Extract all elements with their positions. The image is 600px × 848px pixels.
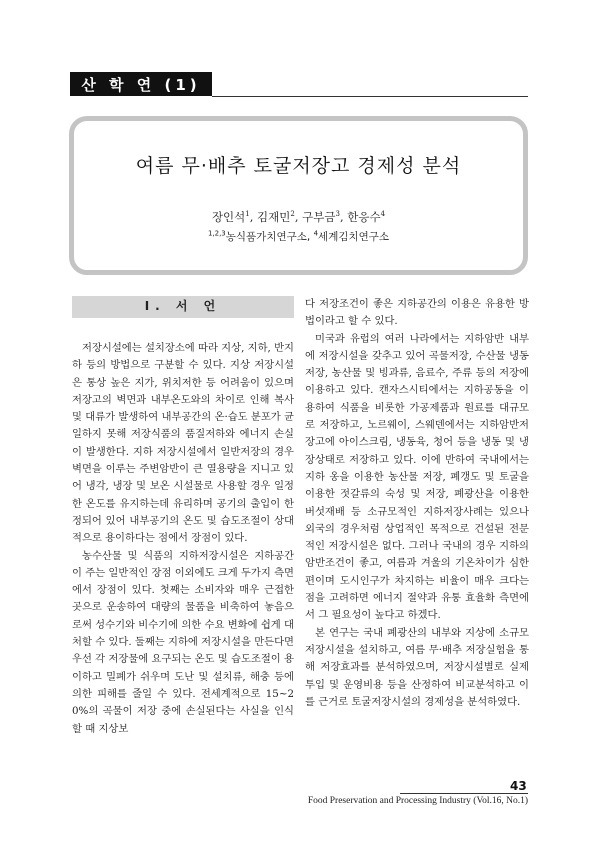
footer-rule — [400, 793, 528, 794]
affiliation-sup: 1,2,3 — [207, 229, 226, 238]
author-separator: , — [249, 210, 258, 224]
body-paragraph: 다 저장조건이 좋은 지하공간의 이용은 유용한 방법이라고 할 수 있다. — [305, 298, 529, 328]
body-paragraph: 본 연구는 국내 폐광산의 내부와 지상에 소규모 저장시설을 설치하고, 여름 무·배추 저장실험을 통해 저장효과를 분석하였으며, 저장시설별로 실제 투입 및 운영비용 등을 산정하여 비교분석하고 이를 근거로 토굴저장시설의 경제성을 분석하였다. — [305, 626, 529, 708]
affiliation-org: 세계김치연구소 — [318, 231, 390, 243]
author-separator: , — [294, 210, 303, 224]
affiliation-org: 농식품가치연구소, — [225, 231, 314, 243]
journal-footer: Food Preservation and Processing Industry (Vol.16, No.1) — [307, 796, 528, 806]
author-list — [74, 209, 523, 225]
section-heading: Ⅰ. 서 언 — [72, 296, 294, 318]
article-title: 여름 무·배추 토굴저장고 경제성 분석 — [135, 155, 462, 177]
author-sup: 1 — [245, 210, 250, 219]
section-tag: 산 학 연 (1) — [70, 72, 212, 96]
page-number: 43 — [510, 779, 527, 793]
author-name: 구부금 — [302, 210, 336, 224]
body-paragraph: 저장시설에는 설치장소에 따라 지상, 지하, 반지하 등의 방법으로 구분할 수 있다. 지상 저장시설은 통상 높은 지가, 위치저한 등 어려움이 있으며 저장고의 벽면과 내부온도와의 차이로 인해 복사 및 대류가 발생하여 내부공간의 온·습도 분포가 균일하지 못해 저장식품의 품질저하와 에너지 손실이 발생한다. 지하 저장시설에서 일반저장의 경우 벽면을 이루는 주변암반이 큰 열용량을 지니고 있어 냉각, 냉장 및 보온 시설물로 사용할 경우 일정한 온도를 유지하는데 유리하며 공기의 출입이 한정되어 있어 내부공기의 온도 및 습도조절이 상대적으로 용이하다는 점에서 장점이 있다. — [72, 342, 294, 545]
right-column — [305, 296, 529, 711]
author-sup: 4 — [380, 210, 386, 219]
author-name: 김재민 — [257, 210, 291, 224]
title-box — [69, 116, 528, 275]
author-name: 장인석 — [211, 210, 246, 224]
author-name: 한응수 — [347, 210, 381, 224]
author-sup: 3 — [335, 210, 340, 219]
left-column — [72, 296, 294, 738]
section-tag-rule — [212, 96, 528, 97]
body-paragraph: 미국과 유럽의 여러 나라에서는 지하암반 내부에 저장시설을 갖추고 있어 곡물저장, 수산물 냉동저장, 농산물 및 빙과류, 음료수, 주류 등의 저장에 이용하고 있다. 캔자스시티에서는 지하공동을 이용하여 식품을 비롯한 가공제품과 원료를 대규모로 저장하고, 노르웨이, 스웨덴에서는 지하암반저장고에 아이스크림, 냉동육, 청어 등을 냉동 및 냉장상태로 저장하고 있다. 이에 반하여 국내에서는 지하 옹을 이용한 농산물 저장, 폐갱도 및 토굴을 이용한 젓갈류의 숙성 및 저장, 폐광산을 이용한 버섯재배 등 소규모적인 지하저장사례는 있으나 외국의 경우처럼 상업적인 목적으로 건설된 전문적인 저장시설은 없다. 그러나 국내의 경우 지하의 암반조건이 좋고, 여름과 겨울의 기온차이가 심한 편이며 도시인구가 차지하는 비율이 매우 크다는 점을 고려하면 에너지 절약과 유통 효율화 측면에서 그 필요성이 높다고 하겠다. — [305, 332, 529, 622]
body-paragraph: 농수산물 및 식품의 지하저장시설은 지하공간이 주는 일반적인 장점 이외에도 크게 두가지 측면에서 장점이 있다. 첫째는 소비자와 매우 근접한 곳으로 운송하여 대량의 물품을 비축하여 놓음으로써 성수기와 비수기에 의한 수요 변화에 쉽게 대처할 수 있다. 둘째는 지하에 저장시설을 만든다면 우선 각 저장물에 요구되는 온도 및 습도조절이 용이하고 밀폐가 쉬우며 도난 및 설치류, 해충 등에 의한 피해를 줄일 수 있다. 전세계적으로 15~20%의 곡물이 저장 중에 손실된다는 사실을 인식할 때 지상보 — [72, 549, 294, 735]
author-sup: 2 — [290, 210, 295, 219]
author-separator: , — [339, 210, 348, 224]
affiliation-sup: 4 — [313, 229, 319, 238]
affiliations — [74, 229, 523, 244]
